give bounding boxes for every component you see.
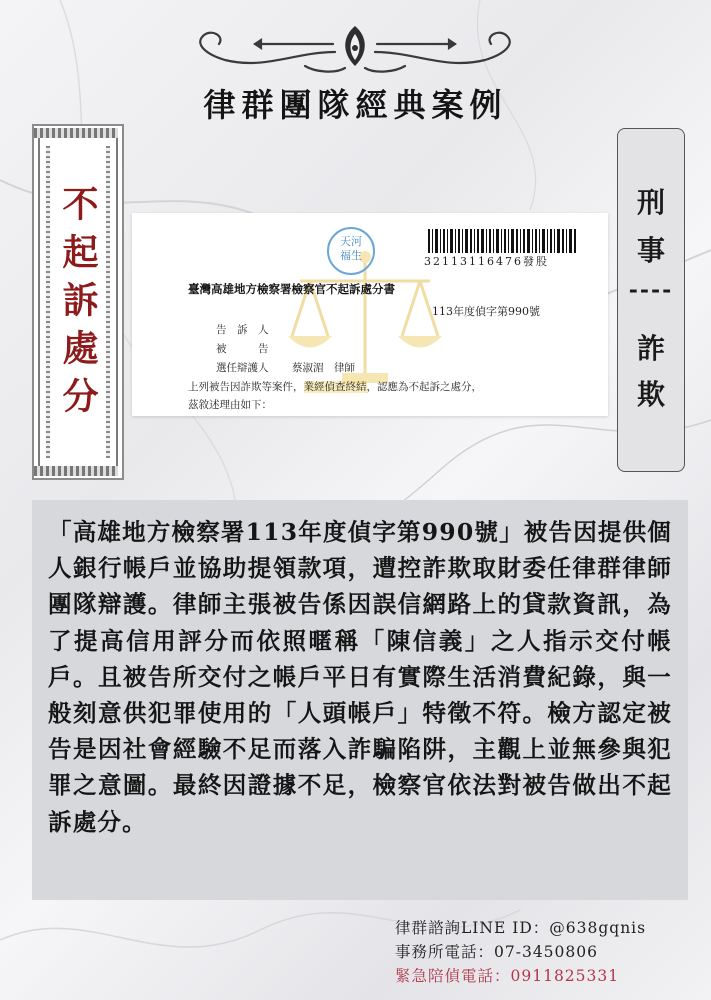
case-summary-text: 「高雄地方檢察署113年度偵字第990號」被告因提供個人銀行帳戶並協助提領款項，遭控詐欺取財委任律群律師團隊辯護。律師主張被告係因誤信網路上的貸款資訊，為了提高信用評分而依照暱稱「陳信義」之人指示交付帳戶。且被告所交付之帳戶平日有實際生活消費紀錄，與一般刻意供犯罪使用的「人頭帳戶」特徵不符。檢方認定被告是因社會經驗不足而落入詐騙陷阱，主觀上並無參與犯罪之意圖。最終因證據不足，檢察官依法對被告做出不起訴處分。 [48, 518, 673, 836]
category-char-4: 欺 [636, 378, 665, 411]
urgent-phone-text[interactable]: 緊急陪偵電話：0911825331 [395, 967, 620, 985]
barcode-number: 32113116476發股 [424, 255, 549, 268]
document-party-label: 選任辯護人 [216, 362, 269, 374]
document-case-number: 113年度偵字第990號 [432, 305, 540, 318]
category-char-1: 刑 [636, 186, 665, 219]
seal-stamp: 天河 福生 [327, 227, 375, 275]
decorative-ornament-icon [185, 22, 525, 80]
banner-bottom-cap [34, 466, 118, 476]
barcode-icon [428, 229, 578, 253]
category-char-2: 事 [636, 234, 665, 267]
case-result-title: 不起訴處分 [57, 185, 99, 425]
document-body-line [188, 379, 482, 394]
banner-top-cap [34, 128, 118, 138]
document-heading: 臺灣高雄地方檢察署檢察官不起訴處分書 [188, 282, 395, 296]
page-title: 律群團隊經典案例 [203, 86, 508, 124]
contact-info [395, 916, 695, 988]
category-divider: ---- [628, 277, 674, 303]
document-highlight-text: 業經偵查終結 [303, 381, 367, 393]
document-party-label: 告 訴 人 [216, 324, 269, 336]
category-char-3: 詐 [636, 332, 665, 365]
case-summary-box [32, 500, 688, 900]
document-body-text: ，認應為不起訴之處分， [366, 381, 482, 393]
document-body-line-2: 茲敘述理由如下： [188, 399, 272, 411]
document-party-label: 被 告 [216, 343, 269, 355]
case-result-banner [38, 130, 118, 474]
document-body-text: 上列被告因詐欺等案件， [188, 381, 304, 393]
case-category-tag [617, 128, 685, 472]
indictment-document-image [132, 213, 608, 416]
office-phone-text[interactable]: 事務所電話：07-3450806 [395, 943, 598, 961]
line-id-text[interactable]: 律群諮詢LINE ID：@638gqnis [395, 919, 647, 937]
document-party-value: 蔡淑湄 律師 [292, 362, 355, 374]
